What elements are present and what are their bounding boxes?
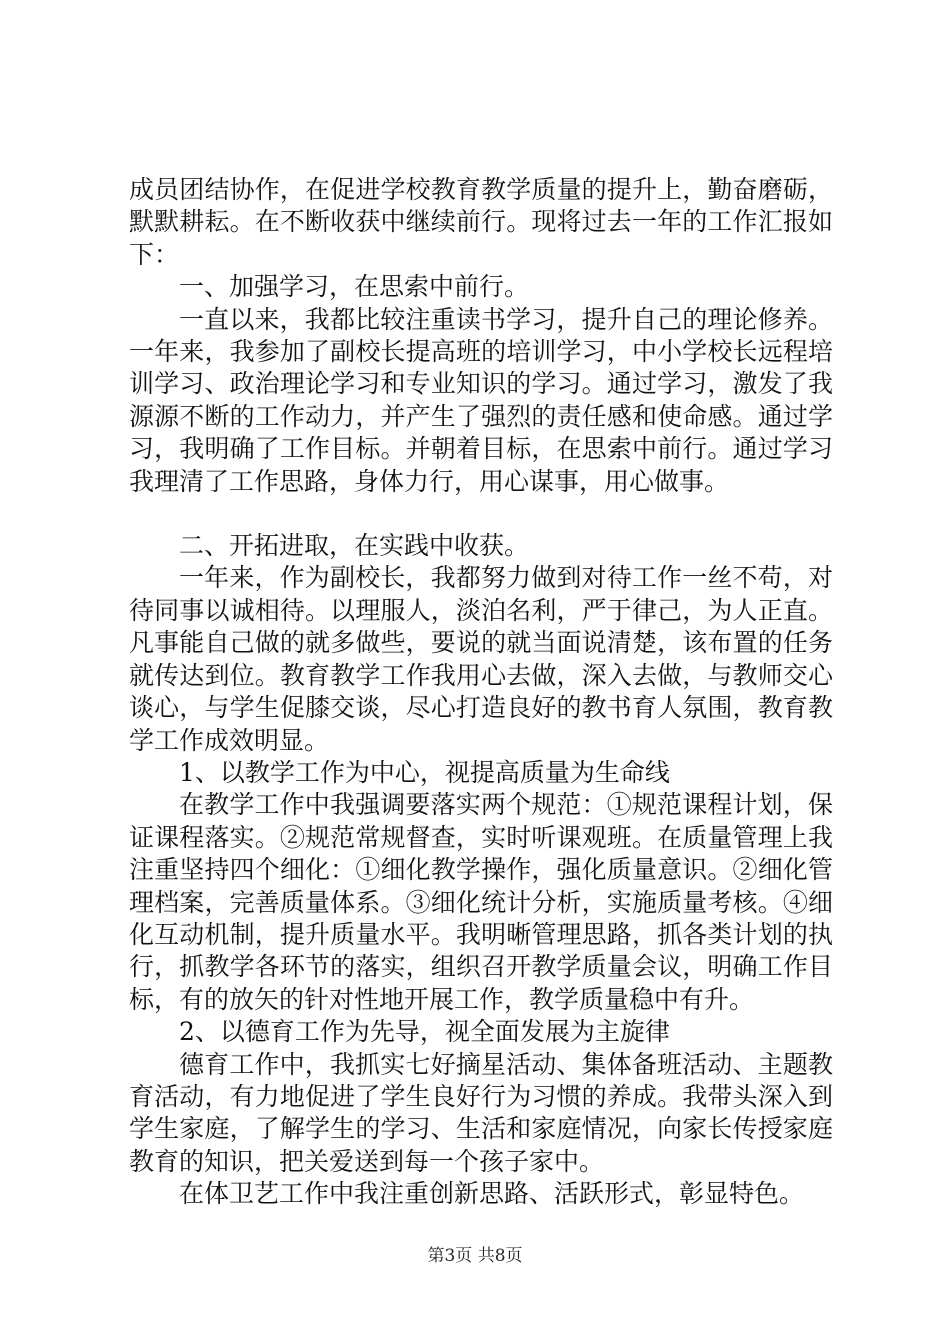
section-heading-2: 二、开拓进取，在实践中收获。	[179, 531, 530, 561]
paragraph-practice: 一年来，作为副校长，我都努力做到对待工作一丝不苟，对待同事以诚相待。以理服人，淡泊名利，严于律己，为人正直。凡事能自己做的就多做些，要说的就当面说清楚，该布置的任务就传达到位。教育教学工作我用心去做，深入去做，与教师交心谈心，与学生促膝交谈，尽心打造良好的教书育人氛围，教育教学工作成效明显。	[129, 563, 833, 755]
paragraph-sports-arts: 在体卫艺工作中我注重创新思路、活跃形式，彰显特色。	[179, 1179, 805, 1209]
subheading-moral-education: 2、以德育工作为先导，视全面发展为主旋律	[179, 1017, 670, 1047]
paragraph-teaching: 在教学工作中我强调要落实两个规范：①规范课程计划，保证课程落实。②规范常规督查，实时听课观班。在质量管理上我注重坚持四个细化：①细化教学操作，强化质量意识。②细化管理档案，完善质量体系。③细化统计分析，实施质量考核。④细化互动机制，提升质量水平。我明晰管理思路，抓各类计划的执行，抓教学各环节的落实，组织召开教学质量会议，明确工作目标，有的放矢的针对性地开展工作，教学质量稳中有升。	[129, 790, 833, 1014]
document-body	[129, 174, 833, 1211]
section-heading-1: 一、加强学习，在思索中前行。	[179, 272, 530, 302]
paragraph-moral-education: 德育工作中，我抓实七好摘星活动、集体备班活动、主题教育活动，有力地促进了学生良好行为习惯的养成。我带头深入到学生家庭，了解学生的学习、生活和家庭情况，向家长传授家庭教育的知识，把关爱送到每一个孩子家中。	[129, 1049, 833, 1176]
page-number-footer: 第3页 共8页	[427, 1246, 523, 1266]
paragraph-study: 一直以来，我都比较注重读书学习，提升自己的理论修养。一年来，我参加了副校长提高班的培训学习，中小学校长远程培训学习、政治理论学习和专业知识的学习。通过学习，激发了我源源不断的工作动力，并产生了强烈的责任感和使命感。通过学习，我明确了工作目标。并朝着目标，在思索中前行。通过学习我理清了工作思路，身体力行，用心谋事，用心做事。	[129, 304, 833, 496]
paragraph-opening: 成员团结协作，在促进学校教育教学质量的提升上，勤奋磨砺，默默耕耘。在不断收获中继续前行。现将过去一年的工作汇报如下：	[129, 175, 833, 269]
subheading-teaching: 1、以教学工作为中心，视提高质量为生命线	[179, 757, 670, 787]
